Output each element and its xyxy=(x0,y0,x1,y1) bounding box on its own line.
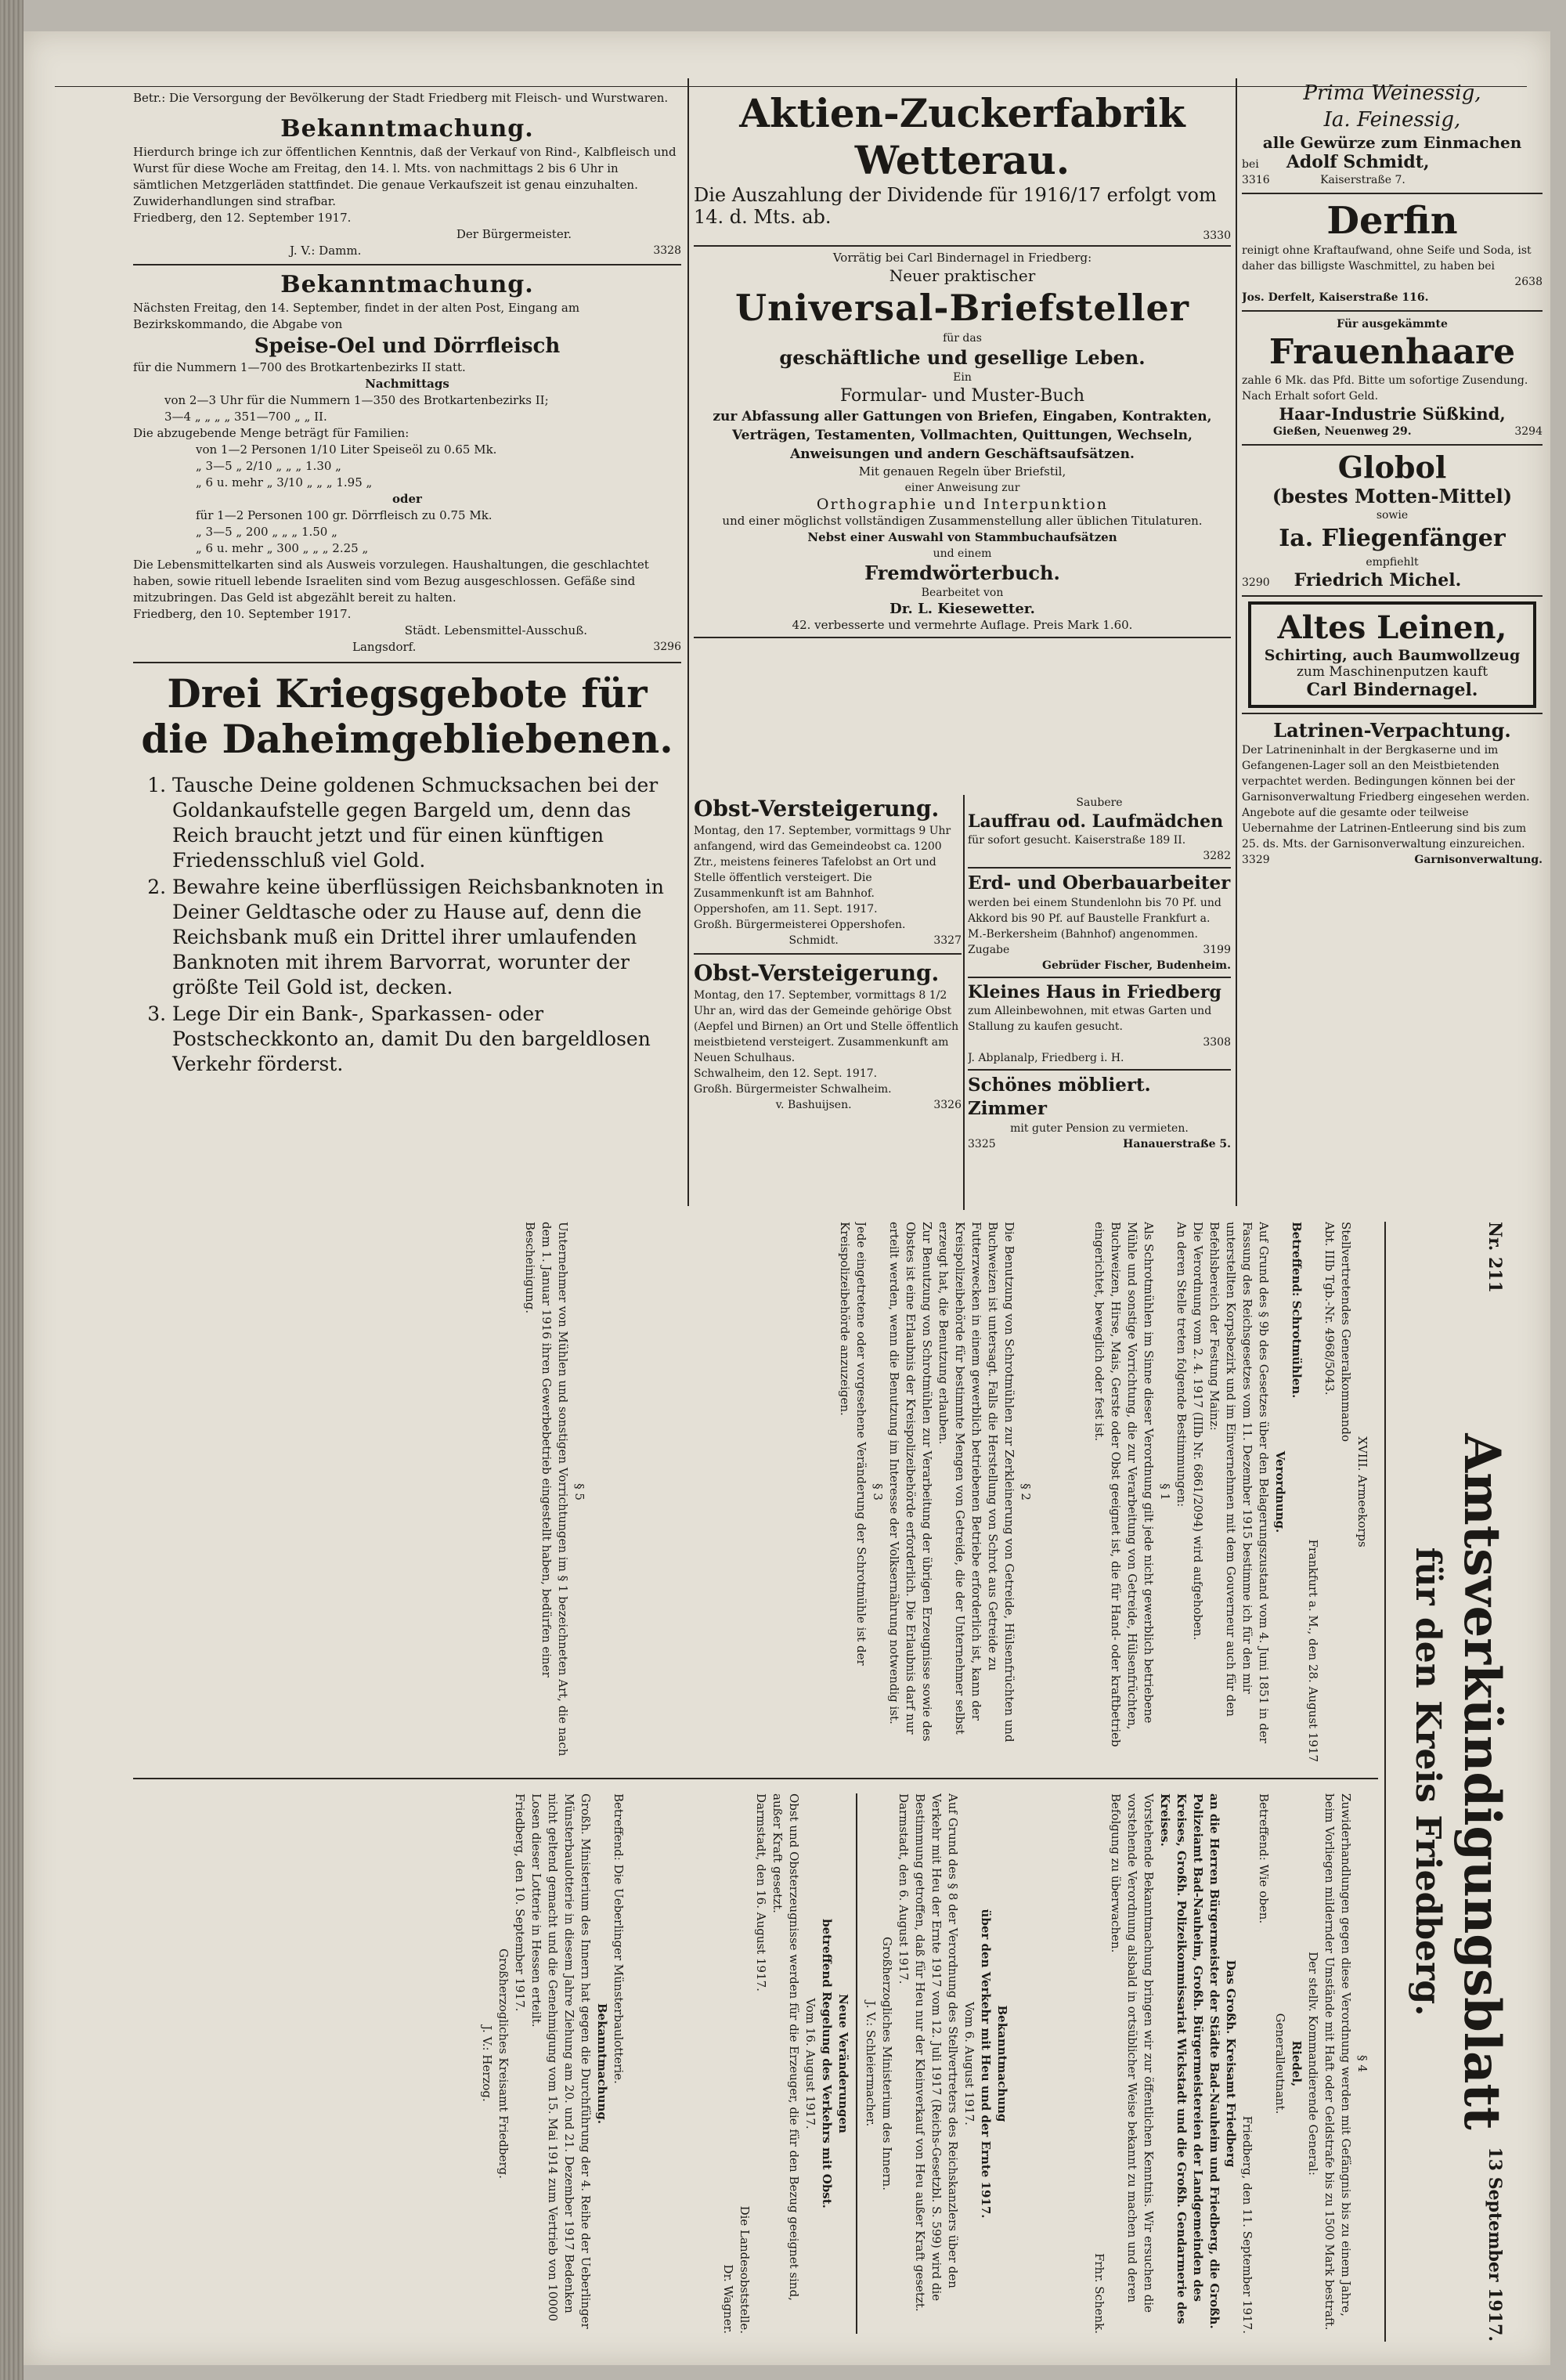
bek1-date: Vom 6. August 1917. xyxy=(962,2002,976,2125)
erdarbeiter-zugabe: Zugabe xyxy=(968,944,1010,956)
obst1-date: Oppershofen, am 11. Sept. 1917. xyxy=(694,903,878,916)
bekanntmachung-title-1: Bekanntmachung. xyxy=(280,115,534,143)
bekanntmachung-body-2b: für die Nummern 1—700 des Brotkartenbezirks II statt. xyxy=(133,360,466,374)
ad-number-3199: 3199 xyxy=(1203,944,1231,956)
frauenhaare-title: Frauenhaare xyxy=(1268,332,1516,372)
ad-number-3282: 3282 xyxy=(1203,850,1231,862)
gazette-col-2 xyxy=(595,1222,1034,1762)
lauffrau-body: für sofort gesucht. Kaiserstraße 189 II. xyxy=(968,834,1186,847)
ausgekaemmte-label: Für ausgekämmte xyxy=(1337,318,1448,330)
leben-heading: geschäftliche und gesellige Leben. xyxy=(779,346,1146,369)
kriegsgebot-3: 3. Lege Dir ein Bank-, Sparkassen- oder Postscheckkonto an, damit Du den bargeldlosen Verkehr förderst. xyxy=(172,1002,681,1077)
altes-leinen-box xyxy=(1248,601,1536,708)
bekanntmachung-title-2: Bekanntmachung. xyxy=(280,271,534,298)
verordnung-p8: Zuwiderhandlungen gegen diese Verordnung werden mit Gefängnis bis zu einem Jahre, beim Vorliegen mildernder Umstände mit Haft oder Geldstrafe bis zu 1500 Mark bestraft. xyxy=(1322,1793,1353,2331)
bek3-name: J. V.: Herzog. xyxy=(480,2025,494,2102)
author-name: Dr. L. Kiesewetter. xyxy=(889,601,1035,617)
derfin-title: Derfin xyxy=(1326,199,1458,243)
section-2: § 2 xyxy=(1019,1483,1033,1501)
speiseoel-heading: Speise-Oel und Dörrfleisch xyxy=(254,334,561,358)
bek1-title: Bekanntmachung xyxy=(995,2005,1009,2122)
menge-label: Die abzugebende Menge beträgt für Familien: xyxy=(133,426,410,440)
michel-name: Friedrich Michel. xyxy=(1294,570,1462,590)
bek3-sign: Großherzogliches Kreisamt Friedberg. xyxy=(496,1948,511,2180)
bek2-sign: Die Landesobststelle. xyxy=(738,2205,752,2334)
saubere-label: Saubere xyxy=(1076,796,1123,809)
obst2-name: v. Bashuijsen. xyxy=(775,1099,852,1111)
friedberg-date-1: Friedberg, den 11. September 1917. xyxy=(1240,2115,1254,2334)
bek3-title: Bekanntmachung. xyxy=(595,2003,609,2125)
kriegsgebote-list xyxy=(133,773,681,1077)
betreff-wie-oben: Betreffend: Wie oben. xyxy=(1257,1793,1271,1924)
schmidt-name: Adolf Schmidt, xyxy=(1286,152,1430,172)
dorr-line-2: „ 3—5 „ 200 „ „ „ 1.50 „ xyxy=(196,525,337,539)
bearbeitet-von: Bearbeitet von xyxy=(921,587,1004,599)
bekanntmachung-sign-1a: Der Bürgermeister. xyxy=(456,227,572,241)
dorr-line-1: für 1—2 Personen 100 gr. Dörrfleisch zu 0.75 Mk. xyxy=(196,508,493,522)
regeln-text: Mit genauen Regeln über Briefstil, xyxy=(858,464,1066,479)
zimmer-title: Schönes möbliert. Zimmer xyxy=(968,1074,1151,1119)
bek2-date: Vom 16. August 1917. xyxy=(803,1998,817,2129)
section-1: § 1 xyxy=(1158,1483,1172,1501)
haarindustrie-address: Gießen, Neuenweg 29. xyxy=(1273,425,1412,438)
gazette-col-4 xyxy=(1026,1793,1370,2334)
kommandierender-general: Der stellv. Kommandierende General: xyxy=(1306,1952,1320,2176)
kriegsgebot-1: 1. Tausche Deine goldenen Schmucksachen bei der Goldankaufstelle gegen Bargeld um, denn das Reich braucht jetzt und für einen künftigen Friedensschluß viel Gold. xyxy=(172,773,681,873)
bek1-subtitle: über den Verkehr mit Heu und der Ernte 1917. xyxy=(979,1909,993,2219)
formular-heading: Formular- und Muster-Buch xyxy=(840,386,1084,406)
gazette-col-3 xyxy=(133,1222,587,1762)
verordnung-p2: Die Verordnung vom 2. 4. 1917 (IIIb Nr. 6861/2094) wird aufgehoben. xyxy=(1191,1222,1205,1641)
verordnung-p6: Zur Benutzung von Schrotmühlen zur Verarbeitung der übrigen Erzeugnisse sowie des Obstes ist eine Erlaubnis der Kreispolizeibehörde erforderlich. Die Erlaubnis darf nur erteilt werden, wenn die Benutzung im Interesse der Volksernährung notwendig ist. xyxy=(887,1222,934,1742)
latrinen-sign: Garnisonverwaltung. xyxy=(1414,854,1543,866)
masthead-subtitle: für den Kreis Friedberg. xyxy=(1408,1547,1448,2017)
erdarbeiter-body: werden bei einem Stundenlohn bis 70 Pf. und Akkord bis 90 Pf. auf Baustelle Frankfurt a. M.-Berkersheim (Bahnhof) angenommen. xyxy=(968,897,1221,941)
auflage-text: 42. verbesserte und vermehrte Auflage. Preis Mark 1.60. xyxy=(792,618,1133,632)
empfiehlt-label: empfiehlt xyxy=(1366,556,1419,569)
times-line-2: 3—4 „ „ „ „ 351—700 „ „ II. xyxy=(164,410,327,424)
ad-number-3296: 3296 xyxy=(653,641,681,653)
verordnung-p3: An deren Stelle treten folgende Bestimmungen: xyxy=(1174,1222,1189,1508)
dorr-line-3: „ 6 u. mehr „ 300 „ „ „ 2.25 „ xyxy=(196,541,369,555)
sowie-label: sowie xyxy=(1376,509,1409,522)
kriegsgebot-2: 2. Bewahre keine überflüssigen Reichsbanknoten in Deiner Geldtasche oder zu Hause auf, denn die Reichsbank muß ein Drittel ihrer umlaufenden Banknoten mit ihrem Barvorrat, worunter der größte Teil Gold ist, decken. xyxy=(172,875,681,1000)
bek1-name: J. V.: Schleiermacher. xyxy=(864,2000,878,2127)
oder-label: oder xyxy=(392,492,422,506)
stammbuch-text: Nebst einer Auswahl von Stammbuchaufsätzen xyxy=(807,530,1117,544)
korps-line-3: Abt. IIIb Tgb.-Nr. 4968/5043. xyxy=(1322,1222,1337,1396)
bekanntmachung-sign-2a: Städt. Lebensmittel-Ausschuß. xyxy=(404,623,587,637)
left-ad-column xyxy=(133,90,681,1210)
kreisamt-body: Vorstehende Bekanntmachung bringen wir zur öffentlichen Kenntnis. Wir ersuchen die vorstehende Verordnung alsbald in ortsüblicher Weise bekannt zu machen und deren Befolgung zu überwachen. xyxy=(1109,1793,1156,2313)
obst1-body: Montag, den 17. September, vormittags 9 Uhr anfangend, wird das Gemeindeobst ca. 1200 Ztr., meistens feineres Tafelobst an Ort und Stelle öffentlich versteigert. Die Zusammenkunft ist am Bahnhof. xyxy=(694,825,951,900)
general-rank: Generalleutnant. xyxy=(1273,2013,1287,2115)
obst1-title: Obst-Versteigerung. xyxy=(694,796,940,822)
ad-number-3290: 3290 xyxy=(1242,576,1270,589)
kreisamt-address: an die Herren Bürgermeister der Städte Bad-Nauheim und Friedberg, die Großh. Polizeiamt Bad-Nauheim, Großh. Bürgermeistereien der Landgemeinden des Kreises, Großh. Polizeikommissariat Wickstadt und die Großh. Gendarmerie des Kreises. xyxy=(1158,1793,1221,2329)
leinen-body: Schirting, auch Baumwollzeug xyxy=(1264,647,1521,664)
ad-number-3326: 3326 xyxy=(933,1099,962,1111)
haus-sign: J. Abplanalp, Friedberg i. H. xyxy=(968,1052,1124,1064)
betreff-schrotmuehlen: Betreffend: Schrotmühlen. xyxy=(1290,1222,1304,1399)
bekanntmachung-body-1: Hierdurch bringe ich zur öffentlichen Kenntnis, daß der Verkauf von Rind-, Kalbfleisch und Wurst für diese Woche am Freitag, den 14. l. Mts. von nachmittags 2 bis 6 Uhr in sämtlichen Metzgerläden stattfindet. Die genaue Verkaufszeit ist genau einzuhalten. Zuwiderhandlungen sind strafbar. xyxy=(133,145,677,208)
bekanntmachung-sign-2b: Langsdorf. xyxy=(352,640,417,654)
erdarbeiter-title: Erd- und Oberbauarbeiter xyxy=(968,872,1231,894)
ad-number-3294: 3294 xyxy=(1514,425,1543,438)
oil-line-3: „ 6 u. mehr „ 3/10 „ „ „ 1.95 „ xyxy=(196,475,373,489)
obst1-sign: Großh. Bürgermeisterei Oppershofen. xyxy=(694,919,906,931)
fremdwoerterbuch-heading: Fremdwörterbuch. xyxy=(864,562,1060,584)
bek1-body: Auf Grund des § 8 der Verordnung des Stellvertreters des Reichskanzlers über den Verkehr mit Heu der Ernte 1917 vom 12. Juli 1917 (Reichs-Gesetzbl. S. 599) wird die Bestimmung getroffen, daß für Heu nur der Kleinverkauf von Heu außer Kraft gesetzt. xyxy=(913,1793,960,2312)
schmidt-address: Kaiserstraße 7. xyxy=(1320,174,1405,186)
neuer-praktischer: Neuer praktischer xyxy=(889,266,1036,285)
obst2-date: Schwalheim, den 12. Sept. 1917. xyxy=(694,1067,878,1080)
bek1-place: Darmstadt, den 6. August 1917. xyxy=(897,1793,911,1985)
section-4: § 4 xyxy=(1355,2055,1369,2072)
bek2-subtitle: betreffend Regelung des Verkehrs mit Obst. xyxy=(820,1919,834,2208)
titulaturen-text: und einer möglichst vollständigen Zusammenstellung aller üblichen Titulaturen. xyxy=(722,514,1203,528)
bek1-sign: Großherzogliches Ministerium des Innern. xyxy=(880,1937,894,2190)
ad-number-3327: 3327 xyxy=(933,934,962,947)
section-3: § 3 xyxy=(871,1483,885,1501)
gazette-col-1 xyxy=(1041,1222,1370,1762)
bek2-place: Darmstadt, den 16. August 1917. xyxy=(754,1793,768,1992)
obst1-name: Schmidt. xyxy=(788,934,839,947)
ad-number-3329: 3329 xyxy=(1242,854,1270,866)
derfin-sign: Jos. Derfelt, Kaiserstraße 116. xyxy=(1242,291,1429,304)
kriegsgebote-title: Drei Kriegsgebote für die Daheimgebliebenen. xyxy=(141,670,673,762)
derfin-body: reinigt ohne Kraftaufwand, ohne Seife und Soda, ist daher das billigste Waschmittel, zu haben bei xyxy=(1242,244,1532,273)
und-einem: und einem xyxy=(933,547,992,560)
bei-label: bei xyxy=(1242,158,1259,171)
schenk-sign: Frhr. Schenk. xyxy=(1092,2252,1106,2334)
korps-line-4: Frankfurt a. M., den 28. August 1917 xyxy=(1306,1539,1320,1762)
ad-number-3316: 3316 xyxy=(1242,174,1270,186)
ad-number-2638: 2638 xyxy=(1514,276,1543,288)
korps-line-2: Stellvertretendes Generalkommando xyxy=(1339,1222,1353,1442)
haus-title: Kleines Haus in Friedberg xyxy=(968,982,1221,1002)
ad-number-3308: 3308 xyxy=(1203,1036,1231,1049)
verordnung-p1: Auf Grund des § 9b des Gesetzes über den Belagerungszustand vom 4. Juni 1851 in der Fassung des Reichsgesetzes vom 11. Dezember 1915 bestimme ich für den mir unterstellten Korpsbezirk und im Einvernehmen mit dem Gouverneur auch für den Befehlsbereich der Festung Mainz: xyxy=(1207,1222,1271,1743)
oil-line-1: von 1—2 Personen 1/10 Liter Speiseöl zu 0.65 Mk. xyxy=(196,442,497,457)
masthead-title: Amtsverkündigungsblatt xyxy=(1452,1433,1511,2130)
zimmer-address: Hanauerstraße 5. xyxy=(1123,1138,1231,1150)
zimmer-body: mit guter Pension zu vermieten. xyxy=(1010,1122,1189,1135)
leinen-body-2: zum Maschinenputzen kauft xyxy=(1296,664,1488,680)
fliegenfaenger-heading: Ia. Fliegenfänger xyxy=(1279,525,1506,552)
haarindustrie-sign: Haar-Industrie Süßkind, xyxy=(1279,404,1506,424)
globol-subtitle: (bestes Motten-Mittel) xyxy=(1272,485,1513,507)
fur-das: für das xyxy=(943,332,982,345)
right-ad-column xyxy=(1242,80,1543,1208)
gazette-col-5 xyxy=(642,1793,1010,2334)
frauenhaare-body: zahle 6 Mk. das Pfd. Bitte um sofortige Zusendung. Nach Erhalt sofort Geld. xyxy=(1242,374,1528,403)
bek2-title: Neue Veränderungen xyxy=(836,1994,850,2133)
haus-body: zum Alleinbewohnen, mit etwas Garten und Stallung zu kaufen gesucht. xyxy=(968,1005,1212,1033)
section-5: § 5 xyxy=(572,1483,586,1501)
zuckerfabrik-title: Aktien-Zuckerfabrik Wetterau. xyxy=(739,90,1185,183)
middle-ad-column xyxy=(694,90,1231,1210)
verordnung-p5: Die Benutzung von Schrotmühlen zur Zerkleinerung von Getreide, Hülsenfrüchten und Buchweizen ist untersagt. Falls die Herstellung von Schrot aus Getreide zu Futterzwecken in einem gewerblich betriebenen Betriebe erforderlich ist, kann der Kreispolizeibehörde für bestimmte Mengen von Getreide, die der Unternehmer selbst erzeugt hat, die Benutzung erlauben. xyxy=(936,1222,1016,1743)
betreff-lotterie: Betreffend: Die Ueberlinger Münsterbaulotterie. xyxy=(612,1793,626,2084)
verordnung-p7: Jede eingetretene oder vorgesehene Veränderung der Schrotmühle ist der Kreispolizeibehörde anzuzeigen. xyxy=(838,1222,868,1666)
binding-gutter xyxy=(0,0,23,2380)
times-line-1: von 2—3 Uhr für die Nummern 1—350 des Brotkartenbezirks II; xyxy=(164,393,549,407)
erdarbeiter-sign: Gebrüder Fischer, Budenheim. xyxy=(1042,959,1231,972)
ad-number-3328: 3328 xyxy=(653,244,681,257)
leinen-title: Altes Leinen, xyxy=(1277,609,1507,646)
gewuerze-text: alle Gewürze zum Einmachen xyxy=(1262,133,1522,152)
bekanntmachung-body-2a: Nächsten Freitag, den 14. September, findet in der alten Post, Eingang am Bezirkskommando, die Abgabe von xyxy=(133,301,580,331)
bek3-place: Friedberg, den 10. September 1917. xyxy=(513,1793,527,2012)
bek2-name: Dr. Wagner. xyxy=(721,2264,735,2334)
ad-number-3325: 3325 xyxy=(968,1138,996,1150)
latrinen-title: Latrinen-Verpachtung. xyxy=(1273,719,1511,742)
vorraetig-text: Vorrätig bei Carl Bindernagel in Friedberg: xyxy=(832,251,1092,265)
general-name: Riedel, xyxy=(1290,2040,1304,2087)
dividende-text: Die Auszahlung der Dividende für 1916/17 erfolgt vom 14. d. Mts. ab. xyxy=(694,184,1217,228)
anweisung-text: einer Anweisung zur xyxy=(904,482,1020,494)
bekanntmachung-body-2c: Die Lebensmittelkarten sind als Ausweis vorzulegen. Haushaltungen, die geschlachtet haben, sowie rituell lebende Israeliten sind vom Bezug ausgeschlossen. Gefäße sind mitzubringen. Das Geld ist abgezählt bereit zu halten. xyxy=(133,558,649,605)
ein-label: Ein xyxy=(953,371,972,384)
latrinen-body: Der Latrineninhalt in der Bergkaserne und im Gefangenen-Lager soll an den Meistbietenden verpachtet werden. Bedingungen können bei der Garnisonverwaltung Friedberg eingesehen werden. Angebote auf die gesamte oder teilweise Uebernahme der Latrinen-Entleerung sind bis zum 25. ds. Mts. der Garnisonverwaltung einzureichen. xyxy=(1242,744,1530,851)
jobs-column xyxy=(968,795,1231,1210)
obst2-sign: Großh. Bürgermeister Schwalheim. xyxy=(694,1083,892,1096)
verordnung-p9: Unternehmer von Mühlen und sonstigen Vorrichtungen im § 1 bezeichneten Art, die nach dem 1. Januar 1916 ihren Gewerbebetrieb eingestellt haben, bedürfen einer Bescheinigung. xyxy=(523,1222,570,1757)
bekanntmachung-sign-1b: J. V.: Damm. xyxy=(290,244,362,258)
kreisamt-heading: Das Großh. Kreisamt Friedberg xyxy=(1224,1959,1238,2168)
lauffrau-title: Lauffrau od. Laufmädchen xyxy=(968,811,1224,832)
weinessig-heading: Prima Weinessig, xyxy=(1303,81,1481,105)
verordnung-heading: Verordnung. xyxy=(1273,1450,1287,1533)
oil-line-2: „ 3—5 „ 2/10 „ „ „ 1.30 „ xyxy=(196,459,341,473)
bekanntmachung-date-1: Friedberg, den 12. September 1917. xyxy=(133,211,352,225)
ad-number-3330: 3330 xyxy=(1203,229,1231,242)
briefsteller-title: Universal-Briefsteller xyxy=(734,287,1190,329)
bekanntmachung-date-2: Friedberg, den 10. September 1917. xyxy=(133,607,352,621)
korps-line-1: XVIII. Armeekorps xyxy=(1355,1436,1369,1548)
leinen-sign: Carl Bindernagel. xyxy=(1306,680,1478,700)
abfassung-text: zur Abfassung aller Gattungen von Briefen, Eingaben, Kontrakten, Verträgen, Testamenten, Vollmachten, Quittungen, Wechseln, Anweisungen und andern Geschäftsaufsätzen. xyxy=(713,409,1212,462)
issue-number: Nr. 211 xyxy=(1485,1222,1505,1293)
bek3-body: Großh. Ministerium des Innern hat gegen die Durchführung der 4. Reihe der Ueberlinger Münsterbaulotterie in diesem Jahre Ziehung am 20. und 21. Dezember 1917 Bedenken nicht geltend gemacht und die Genehmigung vom 15. Mai 1914 zum Vertrieb von 10000 Losen dieser Lotterie in Hessen erteilt. xyxy=(529,1793,593,2329)
obst2-body: Montag, den 17. September, vormittags 8 1/2 Uhr an, wird das der Gemeinde gehörige Obst (Aepfel und Birnen) an Ort und Stelle öffentlich meistbietend versteigert. Zusammenkunft am Neuen Schulhaus. xyxy=(694,989,959,1064)
rotated-gazette xyxy=(117,1206,1527,2357)
globol-title: Globol xyxy=(1337,450,1447,485)
feinessig-heading: Ia. Feinessig, xyxy=(1323,108,1461,132)
obst-column xyxy=(694,795,962,1210)
obst2-title: Obst-Versteigerung. xyxy=(694,960,940,986)
bek2-body: Obst und Obsterzeugnisse werden für die Erzeuger, die für den Bezug geeignet sind, außer Kraft gesetzt. xyxy=(770,1793,801,2301)
gazette-col-6 xyxy=(141,1793,626,2334)
nachmittags-label: Nachmittags xyxy=(365,377,449,391)
gazette-masthead xyxy=(1394,1222,1511,2342)
issue-date: 13 September 1917. xyxy=(1485,2147,1505,2342)
verordnung-p4: Als Schrotmühlen im Sinne dieser Verordnung gilt jede nicht gewerblich betriebene Mühle und sonstige Vorrichtung, die zur Verarbeitung von Getreide, Hülsenfrüchten, Buchweizen, Hirse, Mais, Gerste oder Obst geeignet ist, die für Hand- oder kraftbetrieb eingerichtet, beweglich oder fest ist. xyxy=(1092,1222,1156,1747)
betreff-fleisch: Betr.: Die Versorgung der Bevölkerung der Stadt Friedberg mit Fleisch- und Wurstwaren. xyxy=(133,91,669,105)
orthographie-text: Orthographie und Interpunktion xyxy=(816,496,1109,513)
